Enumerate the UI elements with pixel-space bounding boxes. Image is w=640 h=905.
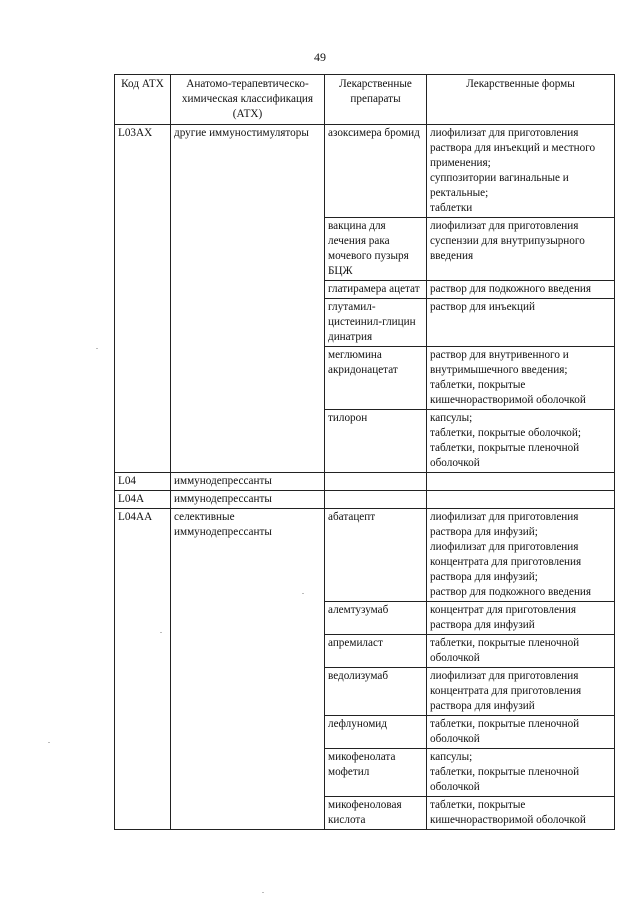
drug-name: ведолизумаб <box>325 668 427 716</box>
scan-speck <box>96 348 98 349</box>
table-row <box>115 125 615 218</box>
drug-forms <box>427 668 615 716</box>
atx-classification: иммунодепрессанты <box>171 473 325 491</box>
atx-classification: другие иммуностимуляторы <box>171 125 325 473</box>
scan-speck <box>48 742 50 743</box>
drug-form: лиофилизат для приготовления раствора для инъекций и местного применения; <box>430 127 596 169</box>
table-row <box>115 473 615 491</box>
drug-name: лефлуномид <box>325 716 427 749</box>
drug-forms <box>427 635 615 668</box>
drug-form: лиофилизат для приготовления концентрата для приготовления раствора для инфузий; <box>430 541 582 583</box>
drug-name: вакцина для лечения рака мочевого пузыря БЦЖ <box>325 218 427 281</box>
drug-name: апремиласт <box>325 635 427 668</box>
drug-name: меглюмина акридонацетат <box>325 347 427 410</box>
header-forms: Лекарственные формы <box>427 75 615 125</box>
scan-speck <box>302 593 304 594</box>
drug-forms <box>427 125 615 218</box>
drug-name: азоксимера бромид <box>325 125 427 218</box>
table-header-row <box>115 75 615 125</box>
drug-name: тилорон <box>325 410 427 473</box>
drug-form: лиофилизат для приготовления концентрата для приготовления раствора для инфузий <box>430 670 582 712</box>
table-row <box>115 491 615 509</box>
drug-form: суппозитории вагинальные и ректальные; <box>430 172 569 199</box>
drug-name: глатирамера ацетат <box>325 281 427 299</box>
drug-name: микофеноловая кислота <box>325 797 427 830</box>
header-drugs: Лекарственные препараты <box>325 75 427 125</box>
page-number: 49 <box>314 50 326 64</box>
drug-form: лиофилизат для приготовления суспензии для внутрипузырного введения <box>430 220 585 262</box>
drug-form: раствор для подкожного введения <box>430 283 592 295</box>
drug-form: раствор для подкожного введения <box>430 586 592 598</box>
atx-code: L04AA <box>115 509 171 830</box>
drug-form: таблетки, покрытые пленочной оболочкой <box>430 442 580 469</box>
drug-form: концентрат для приготовления раствора для инфузий <box>430 604 577 631</box>
atx-code: L04 <box>115 473 171 491</box>
drug-name: абатацепт <box>325 509 427 602</box>
scan-speck <box>262 892 264 893</box>
drug-forms <box>427 509 615 602</box>
drug-forms <box>427 797 615 830</box>
atx-code: L03AX <box>115 125 171 473</box>
drug-forms <box>427 410 615 473</box>
drug-form: таблетки, покрытые пленочной оболочкой <box>430 718 580 745</box>
atx-code: L04A <box>115 491 171 509</box>
drug-form: капсулы; <box>430 412 473 424</box>
header-classification: Анатомо-терапевтическо-химическая классификация (АТХ) <box>171 75 325 125</box>
drug-name: глутамил-цистеинил-глицин динатрия <box>325 299 427 347</box>
drug-name <box>325 473 427 491</box>
atx-classification: селективные иммунодепрессанты <box>171 509 325 830</box>
drug-forms <box>427 218 615 281</box>
drug-form: лиофилизат для приготовления раствора для инфузий; <box>430 511 579 538</box>
drug-forms <box>427 602 615 635</box>
drug-forms <box>427 473 615 491</box>
drug-form: раствор для инъекций <box>430 301 535 313</box>
drug-form: таблетки, покрытые кишечнорастворимой оболочкой <box>430 379 586 406</box>
drug-form: раствор для внутривенного и внутримышечного введения; <box>430 349 569 376</box>
scan-speck <box>160 632 162 633</box>
drug-name: алемтузумаб <box>325 602 427 635</box>
drug-name: микофенолата мофетил <box>325 749 427 797</box>
drug-form: таблетки, покрытые пленочной оболочкой <box>430 637 580 664</box>
atx-classification: иммунодепрессанты <box>171 491 325 509</box>
drug-form: таблетки, покрытые кишечнорастворимой оболочкой <box>430 799 586 826</box>
header-code: Код АТХ <box>115 75 171 125</box>
drug-form: таблетки, покрытые пленочной оболочкой <box>430 766 580 793</box>
drug-forms <box>427 299 615 347</box>
drug-forms <box>427 491 615 509</box>
drug-name <box>325 491 427 509</box>
drug-forms <box>427 281 615 299</box>
drug-forms <box>427 347 615 410</box>
atx-table <box>114 74 615 830</box>
drug-forms <box>427 716 615 749</box>
drug-form: капсулы; <box>430 751 473 763</box>
drug-forms <box>427 749 615 797</box>
table-row <box>115 509 615 602</box>
drug-form: таблетки, покрытые оболочкой; <box>430 427 581 439</box>
drug-form: таблетки <box>430 202 473 214</box>
